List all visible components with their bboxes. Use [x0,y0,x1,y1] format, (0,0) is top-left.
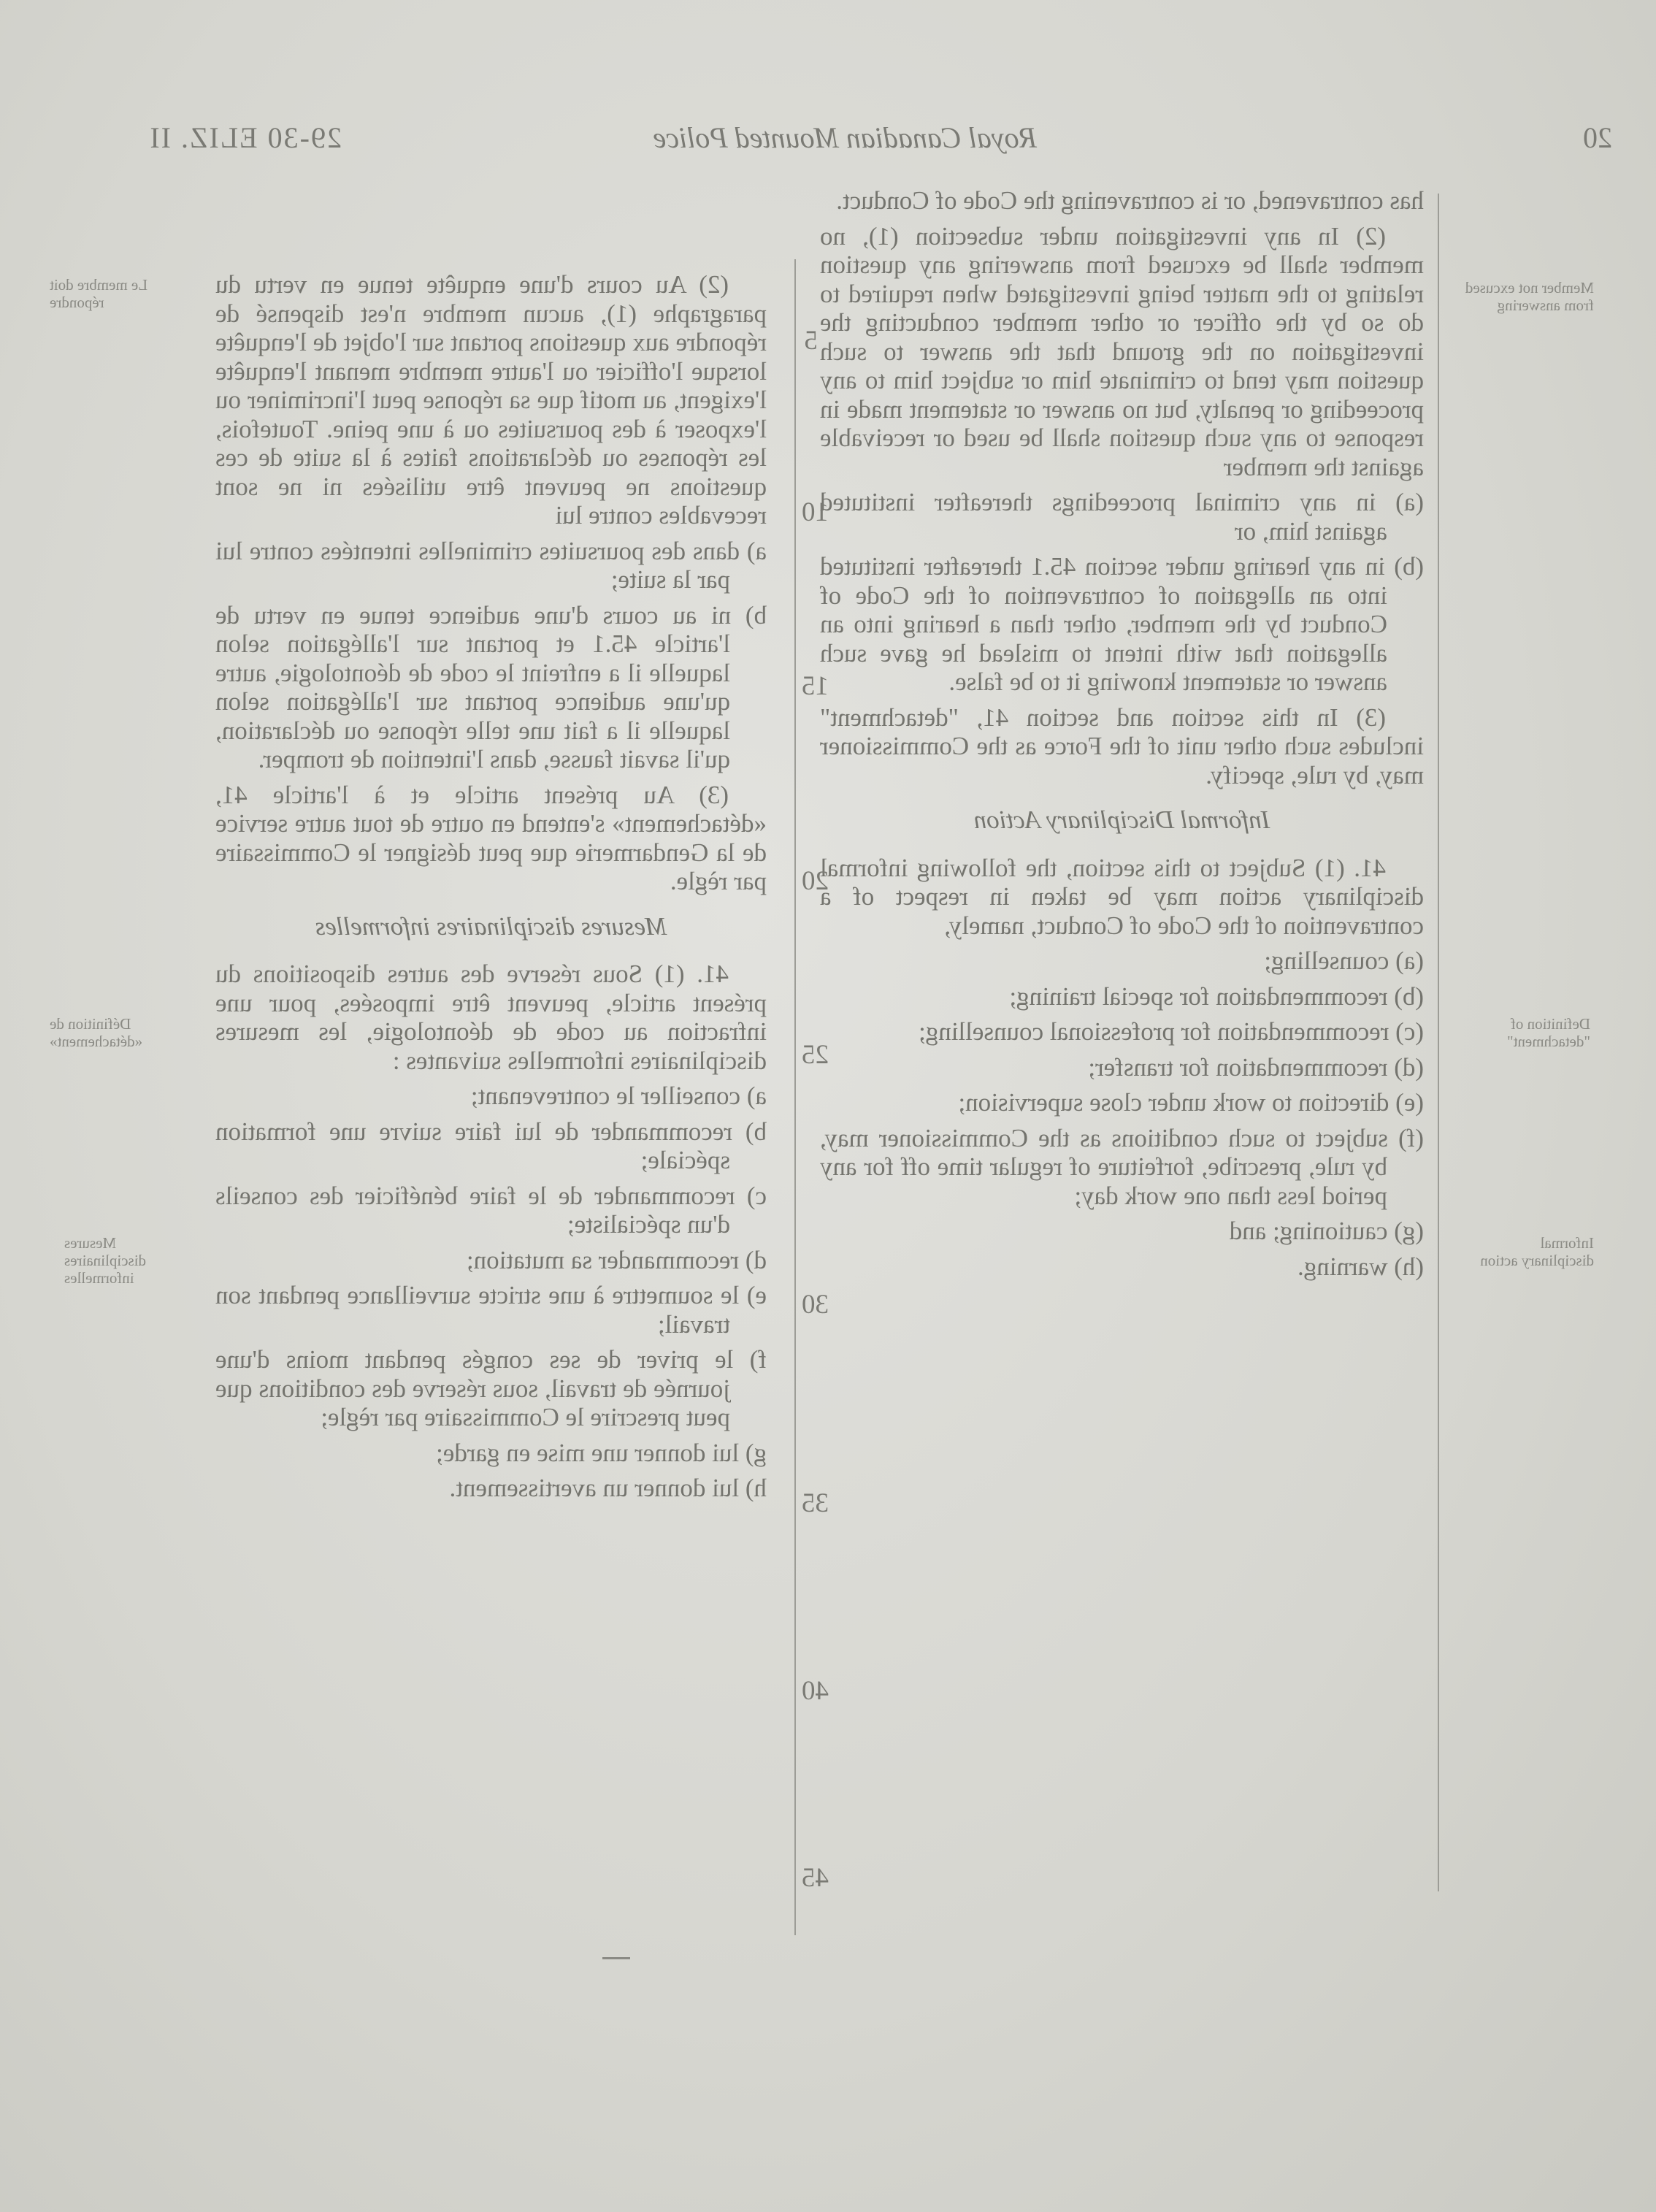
margin-note-detachment-fr: Définition de «détachement» [50,1015,143,1050]
fr-subsection-3: (3) Au présent article et à l'article 41, «détachement» s'entend en outre de tout autre service de la Gendarmerie que peut désigner le Commissaire par règle. [215,780,767,895]
french-column [215,270,767,1509]
en-item-c: (c) recommendation for professional counselling; [918,1017,1424,1046]
english-column [820,186,1424,1287]
line-number-45: 45 [802,1863,829,1893]
fr-item-d: d) recommander sa mutation; [466,1245,767,1274]
en-item-b: (b) recommendation for special training; [1009,981,1424,1011]
fr-section-heading: Mesures disciplinaires informelles [315,911,667,941]
line-number-30: 30 [802,1290,829,1320]
fr-item-f: f) le priver de ses congés pendant moins d'une journée de travail, sous réserve des conditions que peut prescrire le Commissaire par règle; [215,1345,767,1431]
center-column-rule [794,259,796,1935]
line-number-10: 10 [802,497,829,527]
en-item-e: (e) direction to work under close supervision; [958,1088,1424,1117]
en-item-h: (h) warning. [1297,1252,1424,1281]
fr-item-g: g) lui donner une mise en garde; [436,1438,767,1467]
fr-para-a: a) dans des poursuites criminelles intentées contre lui par la suite; [215,536,767,594]
fr-item-a: a) conseiller le contrevenant; [470,1082,767,1110]
en-para-a: (a) in any criminal proceedings thereafter instituted against him, or [820,488,1424,546]
fr-section-41: 41. (1) Sous réserve des autres dispositions du présent article, peuvent être imposées, pour une infraction au code de déontologie, les mesures disciplinaires informelles suivantes : [215,960,767,1075]
page-title: Royal Canadian Mounted Police [653,121,1037,154]
margin-note-detachment-en: Definition of "detachment" [1507,1015,1590,1050]
en-item-f: (f) subject to such conditions as the Commissioner may, by rule, prescribe, forfeiture of regular time off for any period less than one work day; [820,1123,1424,1210]
line-number-35: 35 [802,1488,829,1518]
fr-item-e: e) le soumettre à une stricte surveillance pendant son travail; [215,1281,767,1339]
en-item-g: (g) cautioning; and [1229,1217,1424,1245]
line-number-25: 25 [802,1040,829,1070]
left-column-rule [1438,194,1439,1891]
margin-note-member-not-excused: Member not excused from answering [1465,279,1594,314]
fr-item-h: h) lui donner un avertissement. [449,1474,767,1502]
regnal-year: 29-30 ELIZ. II [148,121,342,154]
margin-note-informal-fr: Mesures disciplinaires informelles [64,1234,146,1287]
margin-note-informal-en: Informal disciplinary action [1480,1234,1594,1269]
line-number-15: 15 [802,671,829,701]
margin-note-member-must-answer: Le membre doit répondre [50,276,148,311]
fr-para-b: b) ni au cours d'une audience tenue en vertu de l'article 45.1 et portant sur l'allégation selon laquelle il a enfreint le code de déontologie, autre qu'une audience portant sur l'allégation selon laquelle il a fait une telle réponse ou déclaration, qu'il savait fausse, dans l'intention de tromper. [215,600,767,773]
fr-item-b: b) recommander de lui faire suivre une formation spéciale; [215,1117,767,1174]
line-number-5: 5 [804,326,818,356]
fr-subsection-2: (2) Au cours d'une enquête tenue en vertu du paragraphe (1), aucun membre n'est dispensé de répondre aux questions portant sur l'objet de l'enquête lorsque l'officier ou l'autre membre menant l'enquête l'exigent, au motif que sa réponse peut l'incriminer ou l'exposer à des poursuites ou à une peine. Toutefois, les réponses ou déclarations faites à la suite de ces questions ne peuvent être utilisées ni ne sont recevables contre lui [215,270,767,529]
end-dash [602,1957,630,1959]
en-subsection-2: (2) In any investigation under subsection (1), no member shall be excused from answering any question relating to the matter being investigated when required to do so by the officer or other member conducting the investigation on the ground that the answer to such question may tend to criminate him or subject him to any proceeding or penalty, but no answer or statement made in response to any such question shall be used or receivable against the member [820,221,1424,481]
en-item-a: (a) counselling; [1264,946,1424,975]
en-para-b: (b) in any hearing under section 45.1 thereafter instituted into an allegation of contravention of the Code of Conduct by the member, other than a hearing into an allegation that with intent to mislead he gave such answer or statement knowing it to be false. [820,552,1424,696]
fr-item-c: c) recommander de le faire bénéficier des conseils d'un spécialiste; [215,1181,767,1239]
line-number-20: 20 [802,866,829,896]
line-number-40: 40 [802,1676,829,1706]
page-number: 20 [1583,121,1612,154]
en-carry-over: has contravened, or is contravening the Code of Conduct. [836,186,1424,215]
en-section-41: 41. (1) Subject to this section, the following informal disciplinary action may be taken in respect of a contravention of the Code of Conduct, namely, [820,853,1424,940]
en-subsection-3: (3) In this section and section 41, "detachment" includes such other unit of the Force as the Commissioner may, by rule, specify. [820,703,1424,789]
en-section-heading: Informal Disciplinary Action [973,805,1270,834]
en-item-d: (d) recommendation for transfer; [1088,1052,1424,1082]
